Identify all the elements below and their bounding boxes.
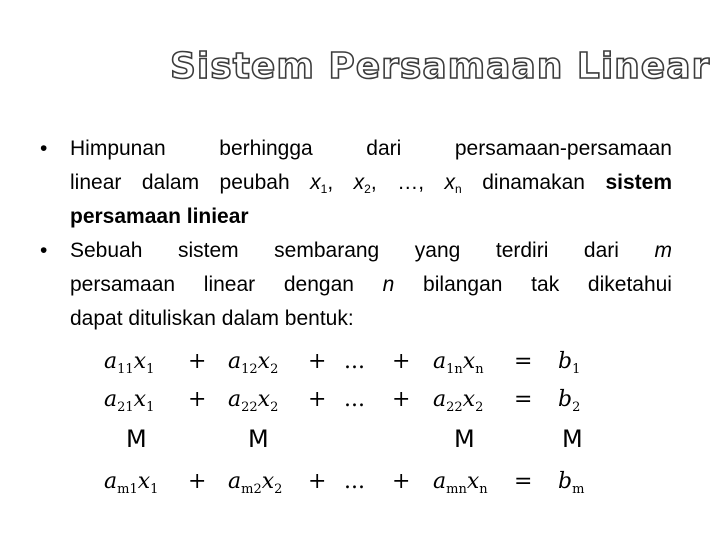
bullet-item-system bbox=[40, 234, 672, 336]
bullet1-line1: Himpunan berhingga dari persamaan-persamaan bbox=[70, 137, 672, 160]
term-b1: $b_1$ bbox=[558, 349, 581, 377]
bullet2-line3: dapat dituliskan dalam bentuk: bbox=[70, 307, 354, 330]
vdots-symbol: M bbox=[454, 425, 475, 453]
equation-row-2 bbox=[96, 381, 616, 419]
plus-sign: + bbox=[188, 387, 207, 412]
term-a1nxn: $a_{1n}x_n$ bbox=[433, 349, 484, 377]
vdots-symbol: M bbox=[248, 425, 269, 453]
ellipsis: ... bbox=[344, 387, 365, 412]
term-b2: $b_2$ bbox=[558, 387, 581, 415]
plus-sign: + bbox=[308, 469, 327, 494]
term-amnxn: $a_{mn}x_n$ bbox=[433, 469, 488, 497]
bullet1-line2: linear dalam peubah $x_1$, $x_2$, …, $x_n$ dinamakan sistem bbox=[70, 171, 673, 196]
plus-sign: + bbox=[308, 387, 327, 412]
term-a11x1: $a_{11}x_1$ bbox=[104, 349, 155, 377]
vdots-symbol: M bbox=[126, 425, 147, 453]
equation-system bbox=[96, 343, 616, 501]
term-a12x2: $a_{12}x_2$ bbox=[228, 349, 279, 377]
plus-sign: + bbox=[188, 469, 207, 494]
equation-row-vdots bbox=[96, 419, 616, 459]
ellipsis: ... bbox=[344, 469, 365, 494]
plus-sign: + bbox=[392, 469, 411, 494]
plus-sign: + bbox=[188, 349, 207, 374]
bullet2-line1: Sebuah sistem sembarang yang terdiri dari m bbox=[70, 239, 672, 262]
term-bm: $b_m$ bbox=[558, 469, 585, 497]
equation-row-m bbox=[96, 463, 616, 501]
plus-sign: + bbox=[392, 349, 411, 374]
term-a22x2: $a_{22}x_2$ bbox=[228, 387, 279, 415]
equals-sign: = bbox=[514, 469, 533, 494]
plus-sign: + bbox=[392, 387, 411, 412]
bullet-icon: • bbox=[40, 137, 48, 160]
term-a21x1: $a_{21}x_1$ bbox=[104, 387, 155, 415]
term-a22x2-last: $a_{22}x_2$ bbox=[433, 387, 484, 415]
ellipsis: ... bbox=[344, 349, 365, 374]
vdots-symbol: M bbox=[562, 425, 583, 453]
term-am2x2: $a_{m2}x_2$ bbox=[228, 469, 283, 497]
bullet-icon: • bbox=[40, 239, 48, 262]
bullet2-line2: persamaan linear dengan n bilangan tak diketahui bbox=[70, 273, 672, 296]
equation-row-1 bbox=[96, 343, 616, 381]
equals-sign: = bbox=[514, 349, 533, 374]
bullet-list bbox=[40, 132, 672, 336]
term-am1x1: $a_{m1}x_1$ bbox=[104, 469, 159, 497]
equals-sign: = bbox=[514, 387, 533, 412]
bullet-item-definition bbox=[40, 132, 672, 234]
bullet1-line3: persamaan liniear bbox=[70, 205, 249, 228]
slide-title: Sistem Persamaan Linear bbox=[170, 46, 711, 87]
plus-sign: + bbox=[308, 349, 327, 374]
